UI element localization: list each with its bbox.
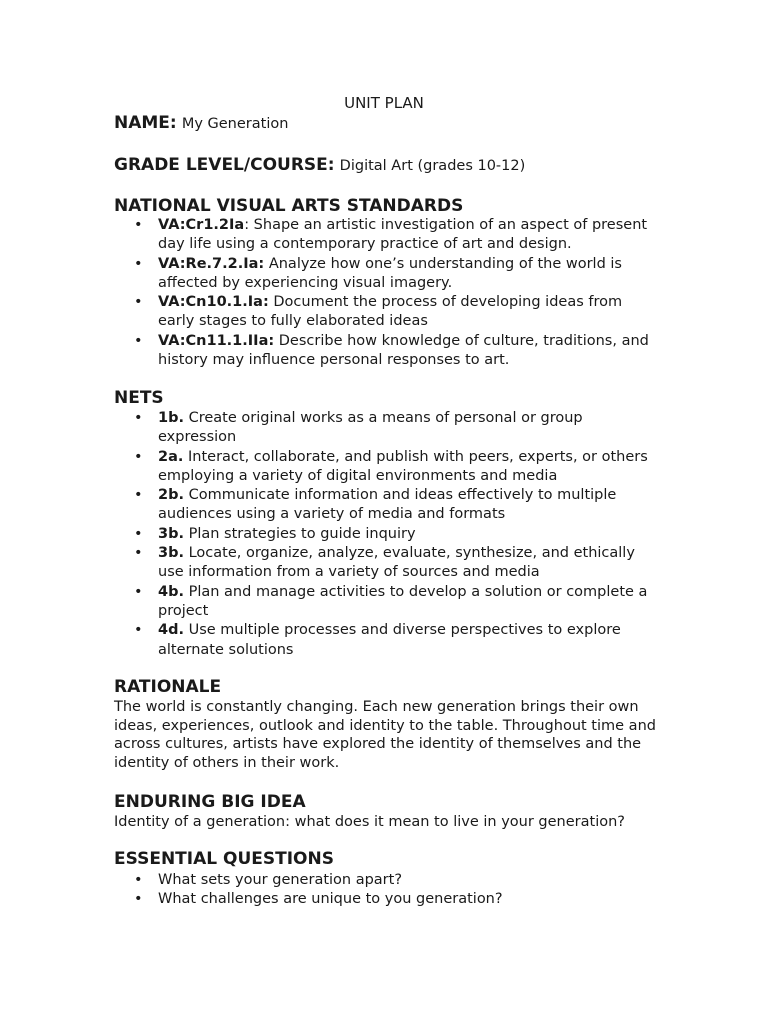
name-value: My Generation xyxy=(181,116,289,132)
nets-heading: NETS xyxy=(114,388,164,408)
nets-code: 2b. xyxy=(158,487,184,504)
bullet-icon: • xyxy=(134,410,143,426)
grade-value: Digital Art (grades 10-12) xyxy=(339,158,526,174)
bullet-icon: • xyxy=(134,332,143,349)
nets-code: 3b. xyxy=(158,545,184,562)
bullet-icon: • xyxy=(134,622,143,639)
bullet-icon: • xyxy=(134,583,143,600)
standard-text: Shape an artistic investigation of an aspect of present day life using a contemporary practice of art and design. xyxy=(158,217,648,253)
document-title: UNIT PLAN xyxy=(344,94,424,112)
question-text: What sets your generation apart? xyxy=(158,872,403,888)
bullet-icon: • xyxy=(134,487,143,504)
standard-text: Document the process of developing ideas from early stages to fully elaborated ideas xyxy=(158,294,623,330)
nets-list xyxy=(114,409,659,660)
rationale-heading: RATIONALE xyxy=(114,677,222,697)
standard-text: Describe how knowledge of culture, traditions, and history may influence personal responses to art. xyxy=(158,332,649,369)
list-item xyxy=(114,293,659,332)
list-item xyxy=(114,332,659,371)
list-item: • VA:Cr1.2Ia: Shape an artistic investigation of an aspect of present day life using a contemporary practice of art and design. xyxy=(134,217,648,253)
nets-text: Locate, organize, analyze, evaluate, synthesize, and ethically use information from a variety of sources and media xyxy=(158,545,635,581)
nets-code: 1b. xyxy=(158,410,184,426)
list-item xyxy=(114,255,659,294)
standard-code: VA:Cn11.1.IIa: xyxy=(158,332,275,349)
list-item xyxy=(114,544,659,583)
standard-code: VA:Re.7.2.Ia: xyxy=(158,255,265,272)
standards-list xyxy=(114,216,659,370)
big-idea-text: Identity of a generation: what does it mean to live in your generation? xyxy=(114,814,625,830)
nets-code: 3b. xyxy=(158,525,184,542)
bullet-icon: • xyxy=(134,217,143,233)
bullet-icon: • xyxy=(134,294,143,311)
bullet-icon: • xyxy=(134,891,143,908)
list-item xyxy=(114,890,659,909)
bullet-icon: • xyxy=(134,525,143,542)
list-item xyxy=(114,871,659,890)
nets-text: Create original works as a means of personal or group expression xyxy=(158,410,583,446)
big-idea-heading: ENDURING BIG IDEA xyxy=(114,792,306,812)
bullet-icon: • xyxy=(134,872,143,888)
bullet-icon: • xyxy=(134,545,143,562)
nets-text: Plan strategies to guide inquiry xyxy=(183,525,416,542)
nets-code: 2a. xyxy=(158,448,184,465)
grade-field xyxy=(114,155,525,175)
nets-text: Use multiple processes and diverse perspectives to explore alternate solutions xyxy=(158,622,621,658)
name-field xyxy=(114,113,288,133)
list-item xyxy=(114,621,659,660)
question-text: What challenges are unique to you generation? xyxy=(158,891,503,908)
name-label: NAME: xyxy=(114,113,177,133)
nets-text: Interact, collaborate, and publish with peers, experts, or others employing a variety of digital environments and media xyxy=(158,448,648,484)
bullet-icon: • xyxy=(134,255,143,272)
list-item xyxy=(114,583,659,622)
grade-label: GRADE LEVEL/COURSE: xyxy=(114,155,335,175)
standard-code: VA:Cr1.2Ia xyxy=(158,217,245,233)
questions-list xyxy=(114,871,659,910)
nets-code: 4b. xyxy=(158,583,184,600)
nets-text: Plan and manage activities to develop a solution or complete a project xyxy=(158,583,648,619)
nets-code: 4d. xyxy=(158,622,184,639)
standard-text: Analyze how one’s understanding of the world is affected by experiencing visual imagery. xyxy=(158,255,622,291)
list-item xyxy=(114,448,659,487)
list-item xyxy=(114,525,659,544)
bullet-icon: • xyxy=(134,448,143,465)
rationale-text: The world is constantly changing. Each new generation brings their own ideas, experiences, outlook and identity to the table. Throughout time and across cultures, artists have explored the identity of themselves and the identity of others in their work. xyxy=(114,699,656,771)
list-item xyxy=(114,486,659,525)
standards-heading: NATIONAL VISUAL ARTS STANDARDS xyxy=(114,196,464,216)
questions-heading: ESSENTIAL QUESTIONS xyxy=(114,849,334,869)
list-item xyxy=(114,409,659,448)
standard-code: VA:Cn10.1.Ia: xyxy=(158,294,269,311)
nets-text: Communicate information and ideas effectively to multiple audiences using a variety of media and formats xyxy=(158,487,617,523)
